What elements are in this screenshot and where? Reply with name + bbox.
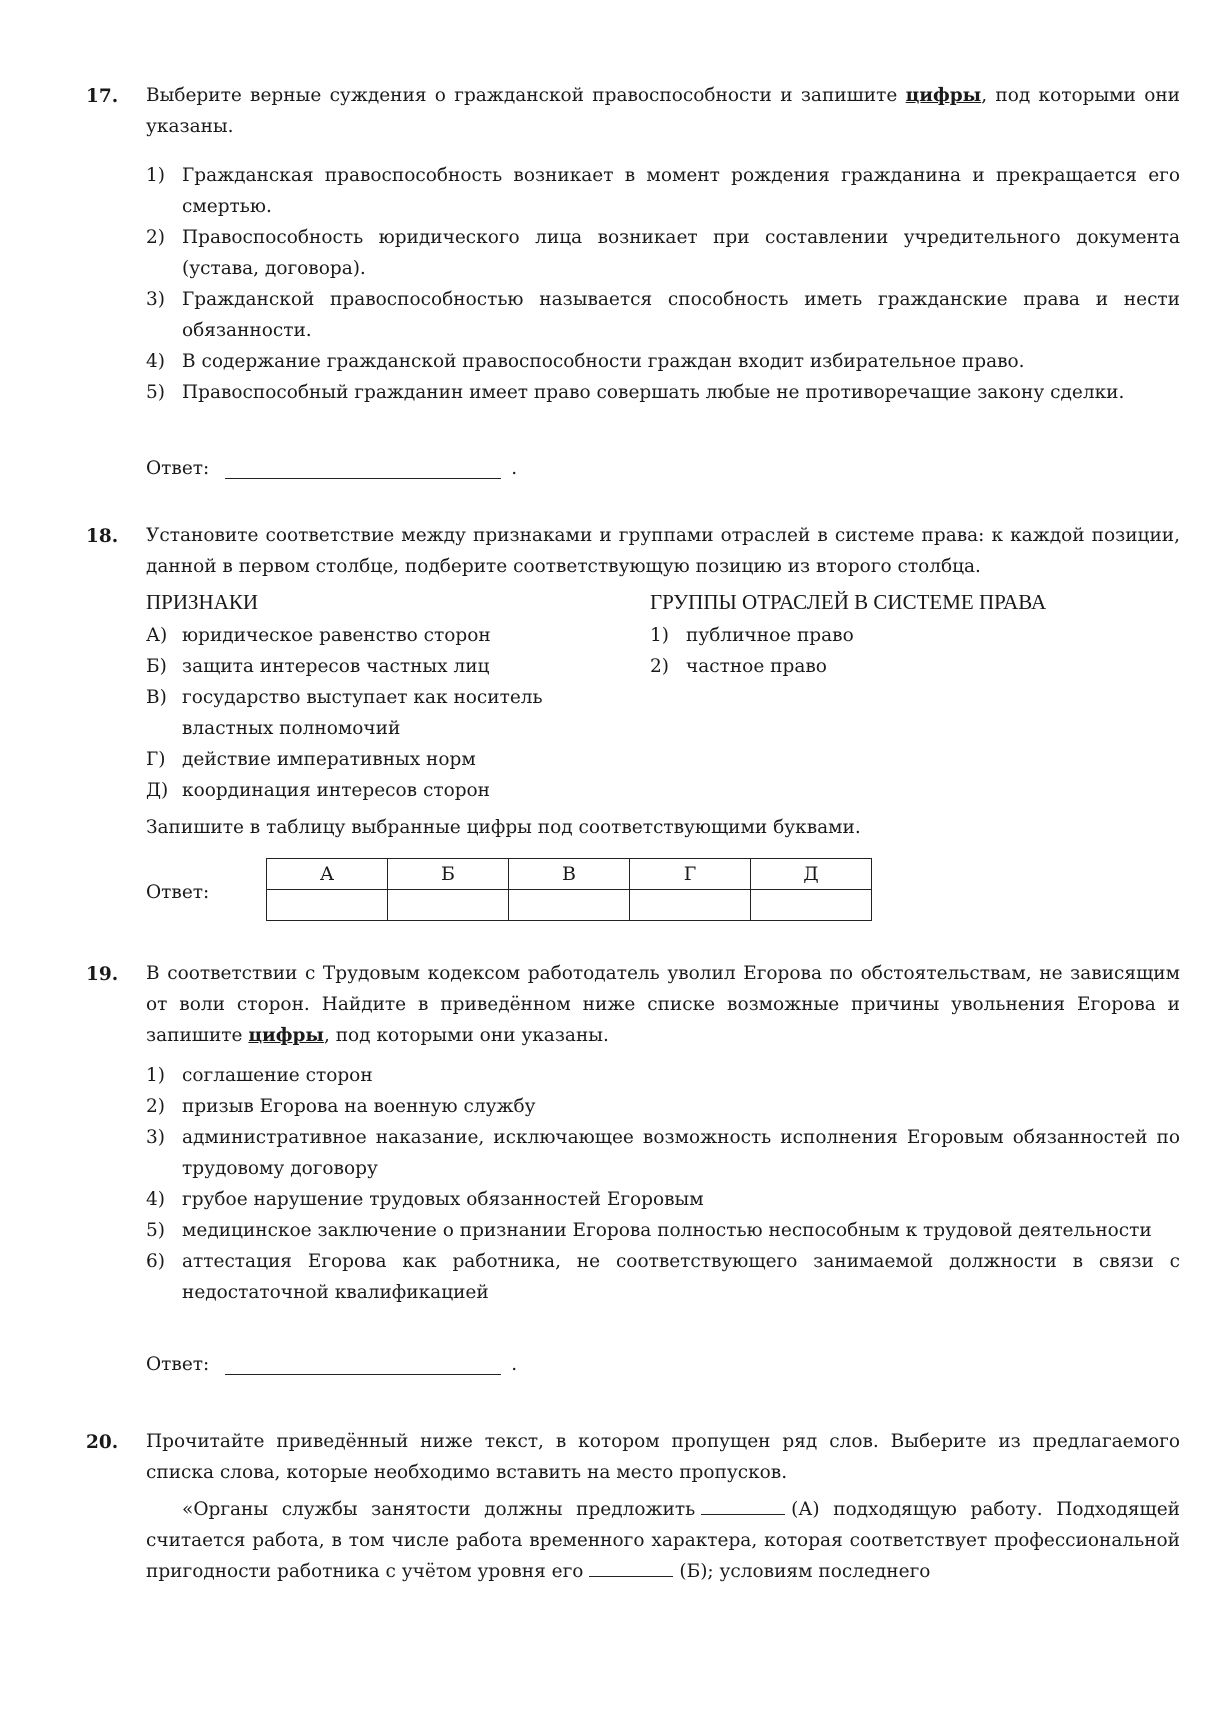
answer-field[interactable] [225,458,501,479]
list-item: Г) действие императивных норм [146,749,476,770]
list-item: 1) соглашение сторон [146,1065,373,1086]
answer-label: Ответ: [146,458,210,479]
prompt-emphasis: цифры [248,1025,324,1046]
answer-row: Ответ: . [146,1354,518,1375]
answer-field[interactable] [225,1354,501,1375]
list-item: 4) грубое нарушение трудовых обязанностей Егоровым [146,1189,704,1210]
list-item: Д) координация интересов сторон [146,780,491,801]
passage-text: «Органы службы занятости должны предложить [182,1499,696,1520]
options-list [146,1060,1180,1308]
question-prompt: Установите соответствие между признаками и группами отраслей в системе права: к каждой позиции, данной в первом столбце, подберите соответствующую позицию из второго столбца. [146,525,1180,577]
answer-cell-a[interactable] [267,890,388,921]
table-header-cell: Д [751,859,872,890]
list-item: 3) Гражданской правоспособностью называется способность иметь гражданские права и нести обязанности. [146,289,1180,341]
table-header-cell: Б [388,859,509,890]
prompt-text: , под которыми они указаны. [146,85,1180,137]
table-instruction: Запишите в таблицу выбранные цифры под соответствующими буквами. [146,817,861,838]
list-item: 2) частное право [650,656,827,677]
options-list [146,160,1180,408]
question-number: 18. [86,526,119,547]
passage-text: (А) подходящую работу. Подходящей считается работа, в том числе работа временного характера, которая соответствует профессиональной пригодности работника с учётом уровня его [146,1499,1180,1582]
table-header-cell: Г [630,859,751,890]
answer-table [266,858,872,921]
right-column-header: ГРУППЫ ОТРАСЛЕЙ В СИСТЕМЕ ПРАВА [650,590,1047,614]
table-header-row [267,859,872,890]
passage [146,1494,1180,1587]
table-header-cell: А [267,859,388,890]
question-prompt: Прочитайте приведённый ниже текст, в котором пропущен ряд слов. Выберите из предлагаемого списка слова, которые необходимо вставить на место пропусков. [146,1431,1180,1483]
list-item: Б) защита интересов частных лиц [146,656,490,677]
prompt-text: , под которыми они указаны. [323,1025,609,1046]
answer-cell-v[interactable] [509,890,630,921]
list-item: 3) административное наказание, исключающее возможность исполнения Егоровым обязанностей по трудовому договору [146,1127,1180,1179]
answer-label: Ответ: [146,882,210,903]
table-answer-row [267,890,872,921]
list-item: 5) Правоспособный гражданин имеет право совершать любые не противоречащие закону сделки. [146,382,1125,403]
list-item: 2) призыв Егорова на военную службу [146,1096,536,1117]
prompt-text: Выберите верные суждения о гражданской правоспособности и запишите [146,85,906,106]
right-column [650,620,1090,682]
list-item: 1) Гражданская правоспособность возникает в момент рождения гражданина и прекращается его смертью. [146,165,1180,217]
list-item: 5) медицинское заключение о признании Егорова полностью неспособным к трудовой деятельности [146,1220,1152,1241]
answer-cell-b[interactable] [388,890,509,921]
list-item: В) государство выступает как носитель властных полномочий [146,687,543,739]
answer-row: Ответ: . [146,458,518,479]
list-item: 6) аттестация Егорова как работника, не соответствующего занимаемой должности в связи с недостаточной квалификацией [146,1251,1180,1303]
question-number: 20. [86,1432,119,1453]
question-prompt [146,80,1180,142]
question-number: 17. [86,86,119,107]
left-column-header: ПРИЗНАКИ [146,590,259,614]
answer-cell-g[interactable] [630,890,751,921]
list-item: 1) публичное право [650,625,854,646]
answer-cell-d[interactable] [751,890,872,921]
list-item: А) юридическое равенство сторон [146,625,491,646]
question-prompt [146,958,1180,1051]
passage-text: (Б); условиям последнего [679,1561,931,1582]
blank-a[interactable] [701,1496,785,1515]
left-column [146,620,586,806]
prompt-emphasis: цифры [905,85,982,106]
table-header-cell: В [509,859,630,890]
list-item: 4) В содержание гражданской правоспособности граждан входит избирательное право. [146,351,1025,372]
question-number: 19. [86,964,119,985]
blank-b[interactable] [589,1558,673,1577]
list-item: 2) Правоспособность юридического лица возникает при составлении учредительного документа (устава, договора). [146,227,1180,279]
prompt-text: В соответствии с Трудовым кодексом работодатель уволил Егорова по обстоятельствам, не зависящим от воли сторон. Найдите в приведённом ниже списке возможные причины увольнения Егорова и запишите [146,963,1180,1046]
answer-label: Ответ: [146,1354,210,1375]
